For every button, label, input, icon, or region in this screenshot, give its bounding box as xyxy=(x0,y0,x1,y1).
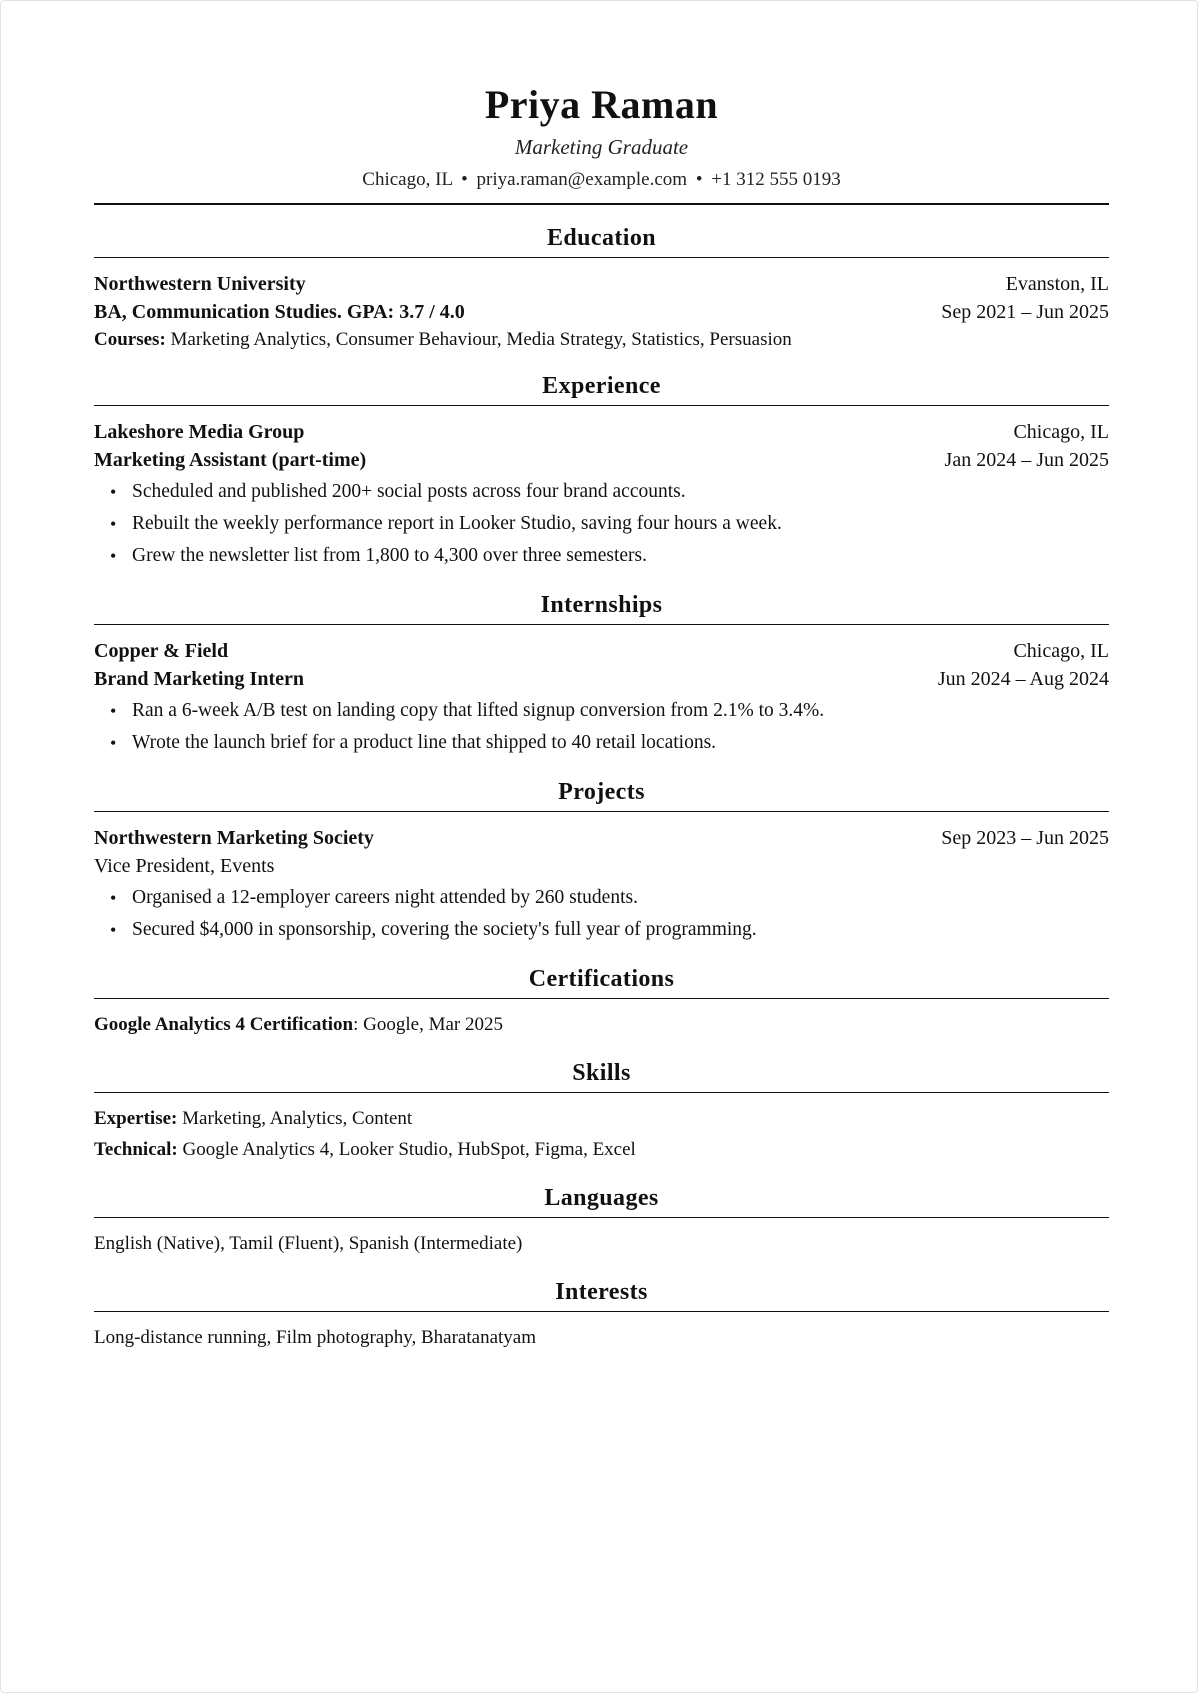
bullet-list xyxy=(94,882,1109,946)
section-divider xyxy=(94,1217,1109,1218)
contact-line xyxy=(94,167,1109,193)
section-divider xyxy=(94,1092,1109,1093)
interests-text: Long-distance running, Film photography, Bharatanatyam xyxy=(94,1327,537,1348)
degree: BA, Communication Studies. GPA: 3.7 / 4.0 xyxy=(94,301,465,323)
certification-detail: : Google, Mar 2025 xyxy=(353,1014,503,1035)
bullet-item: • Grew the newsletter list from 1,800 to 4,300 over three semesters. xyxy=(110,540,1109,572)
internship-entry xyxy=(94,637,1109,759)
role-title: Vice President, Events xyxy=(94,855,275,877)
skill-line xyxy=(94,1134,1109,1165)
bullet-item: • Rebuilt the weekly performance report in Looker Studio, saving four hours a week. xyxy=(110,508,1109,540)
bullet-list xyxy=(94,476,1109,572)
organization-name: Copper & Field xyxy=(94,640,229,662)
organization-name: Lakeshore Media Group xyxy=(94,421,305,443)
section-languages xyxy=(94,1183,1109,1259)
section-divider xyxy=(94,811,1109,812)
languages-text: English (Native), Tamil (Fluent), Spanish (Intermediate) xyxy=(94,1233,523,1254)
bullet-list xyxy=(94,695,1109,759)
contact-separator: • xyxy=(461,169,468,190)
entry-subheader-row xyxy=(94,298,1109,326)
section-divider xyxy=(94,257,1109,258)
section-skills xyxy=(94,1058,1109,1165)
resume-header xyxy=(94,81,1109,193)
entry-location: Chicago, IL xyxy=(1013,640,1109,662)
organization-name: Northwestern Marketing Society xyxy=(94,827,374,849)
section-internships xyxy=(94,590,1109,759)
entry-dates: Sep 2021 – Jun 2025 xyxy=(941,301,1109,323)
section-divider xyxy=(94,998,1109,999)
languages-body xyxy=(94,1228,1109,1259)
bullet-item: • Wrote the launch brief for a product line that shipped to 40 retail locations. xyxy=(110,727,1109,759)
courses-label: Courses: xyxy=(94,329,166,350)
contact-separator: • xyxy=(695,169,703,190)
skills-body xyxy=(94,1103,1109,1165)
interests-body xyxy=(94,1322,1109,1353)
skill-line xyxy=(94,1103,1109,1134)
entry-header-row xyxy=(94,270,1109,298)
bullet-item: • Ran a 6-week A/B test on landing copy that lifted signup conversion from 2.1% to 3.4%. xyxy=(110,695,1109,727)
project-entry xyxy=(94,824,1109,946)
entry-dates: Jun 2024 – Aug 2024 xyxy=(937,668,1109,690)
certification-name: Google Analytics 4 Certification xyxy=(94,1014,354,1035)
candidate-name: Priya Raman xyxy=(484,82,719,127)
entry-header-row xyxy=(94,824,1109,852)
entry-dates: Jan 2024 – Jun 2025 xyxy=(944,449,1109,471)
section-title-interests: Interests xyxy=(555,1279,648,1305)
candidate-tagline: Marketing Graduate xyxy=(514,135,689,159)
header-divider xyxy=(94,203,1109,205)
resume-content xyxy=(94,81,1109,1353)
section-title-certifications: Certifications xyxy=(528,966,675,992)
section-divider xyxy=(94,1311,1109,1312)
entry-location: Evanston, IL xyxy=(1005,273,1109,295)
experience-entry xyxy=(94,418,1109,572)
section-divider xyxy=(94,405,1109,406)
contact-phone: +1 312 555 0193 xyxy=(711,169,841,190)
bullet-item: • Secured $4,000 in sponsorship, covering the society's full year of programming. xyxy=(110,914,1109,946)
skill-value: Google Analytics 4, Looker Studio, HubSpot, Figma, Excel xyxy=(182,1139,636,1160)
role-title: Marketing Assistant (part-time) xyxy=(94,449,367,471)
section-title-education: Education xyxy=(547,225,656,251)
bullet-item: • Organised a 12-employer careers night attended by 260 students. xyxy=(110,882,1109,914)
education-entry xyxy=(94,270,1109,353)
courses-line xyxy=(94,326,1109,353)
courses-list: Marketing Analytics, Consumer Behaviour, Media Strategy, Statistics, Persuasion xyxy=(170,329,792,350)
section-education xyxy=(94,223,1109,353)
entry-dates: Sep 2023 – Jun 2025 xyxy=(941,827,1109,849)
entry-subheader-row xyxy=(94,665,1109,693)
certification-item xyxy=(94,1009,1109,1040)
institution-name: Northwestern University xyxy=(94,273,306,295)
contact-location: Chicago, IL xyxy=(362,169,453,190)
entry-header-row xyxy=(94,418,1109,446)
skill-value: Marketing, Analytics, Content xyxy=(182,1108,413,1129)
section-projects xyxy=(94,777,1109,946)
role-title: Brand Marketing Intern xyxy=(94,668,304,690)
section-title-languages: Languages xyxy=(544,1185,659,1211)
section-title-internships: Internships xyxy=(540,592,663,618)
section-title-experience: Experience xyxy=(542,373,661,399)
skill-label: Expertise: xyxy=(94,1108,178,1129)
certifications-body xyxy=(94,1009,1109,1040)
entry-subheader-row xyxy=(94,446,1109,474)
section-title-skills: Skills xyxy=(572,1060,631,1086)
section-divider xyxy=(94,624,1109,625)
section-interests xyxy=(94,1277,1109,1353)
entry-subheader-row xyxy=(94,852,1109,880)
section-certifications xyxy=(94,964,1109,1040)
contact-email: priya.raman@example.com xyxy=(476,169,688,190)
section-experience xyxy=(94,371,1109,572)
skill-label: Technical: xyxy=(94,1139,178,1160)
section-title-projects: Projects xyxy=(558,779,645,805)
entry-location: Chicago, IL xyxy=(1013,421,1109,443)
entry-header-row xyxy=(94,637,1109,665)
bullet-item: • Scheduled and published 200+ social posts across four brand accounts. xyxy=(110,476,1109,508)
